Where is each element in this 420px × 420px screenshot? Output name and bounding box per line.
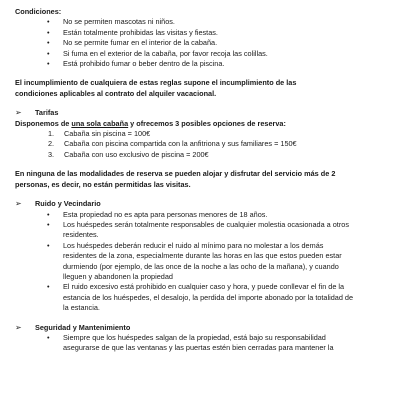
noise-list: [15, 210, 408, 314]
list-item: 2. Cabaña con piscina compartida con la anfitriona y sus familiares = 150€: [48, 139, 297, 149]
arrow-bullet-icon: ➢: [15, 108, 22, 118]
rates-intro-post: y ofrecemos 3 posibles opciones de reserva:: [128, 118, 286, 128]
no-more-line: En ninguna de las modalidades de reserva se pueden alojar y disfrutar del servicio más de 2: [15, 169, 336, 179]
list-item: • No se permite fumar en el interior de la cabaña.: [63, 38, 408, 48]
breach-line: condiciones aplicables al contrato del alquiler vacacional.: [15, 88, 217, 98]
noise-title: Ruido y Vecindario: [35, 199, 101, 209]
list-item: 1. Cabaña sin piscina = 100€: [48, 129, 151, 139]
security-heading: [15, 323, 408, 333]
rates-intro: [15, 119, 408, 129]
list-item: • Si fuma en el exterior de la cabaña, por favor recoja las colillas.: [63, 49, 408, 59]
rates-intro-pre: Disponemos de: [15, 118, 72, 128]
arrow-bullet-icon: ➢: [15, 322, 22, 332]
list-item: • Esta propiedad no es apta para personas menores de 18 años.: [63, 210, 408, 220]
no-more-line: personas, es decir, no están permitidas las visitas.: [15, 179, 191, 189]
conditions-heading: Condiciones:: [15, 7, 62, 16]
list-item: • Siempre que los huéspedes salgan de la propiedad, está bajo su responsabilidad asegurarse de que las ventanas y las puertas estén bien cerradas para mantener la: [63, 333, 408, 354]
list-item: • Están totalmente prohibidas las visitas y fiestas.: [63, 28, 408, 38]
breach-line: El incumplimiento de cualquiera de estas reglas supone el incumplimiento de las: [15, 78, 297, 88]
noise-heading: [15, 199, 408, 209]
list-item: • No se permiten mascotas ni niños.: [63, 17, 408, 27]
security-title: Seguridad y Mantenimiento: [35, 322, 131, 332]
list-item: • Los huéspedes serán totalmente responsables de cualquier molestia ocasionada a otros residentes.: [63, 220, 408, 241]
rates-options: [15, 129, 408, 160]
rates-title: Tarifas: [35, 108, 59, 118]
rates-intro-underlined: una sola cabaña: [71, 118, 129, 128]
list-item: • Los huéspedes deberán reducir el ruido al mínimo para no molestar a los demás residentes de la zona, especialmente durante las horas en las que estos pueden estar durmiendo (por ejemplo, de las once de la noche a las ocho de la mañana), y cuando lleguen y abandonen la propiedad: [63, 241, 408, 283]
arrow-bullet-icon: ➢: [15, 199, 22, 209]
conditions-list: [15, 17, 408, 69]
security-list: [15, 333, 408, 354]
list-item: • Está prohibido fumar o beber dentro de la piscina.: [63, 59, 408, 69]
list-item: • El ruido excesivo está prohibido en cualquier caso y hora, y puede conllevar el fin de la estancia de los huéspedes, el desalojo, la perdida del importe abonado por la totalidad de la estancia.: [63, 282, 408, 313]
rates-heading: [15, 108, 408, 118]
list-item: 3. Cabaña con uso exclusivo de piscina = 200€: [48, 149, 209, 159]
